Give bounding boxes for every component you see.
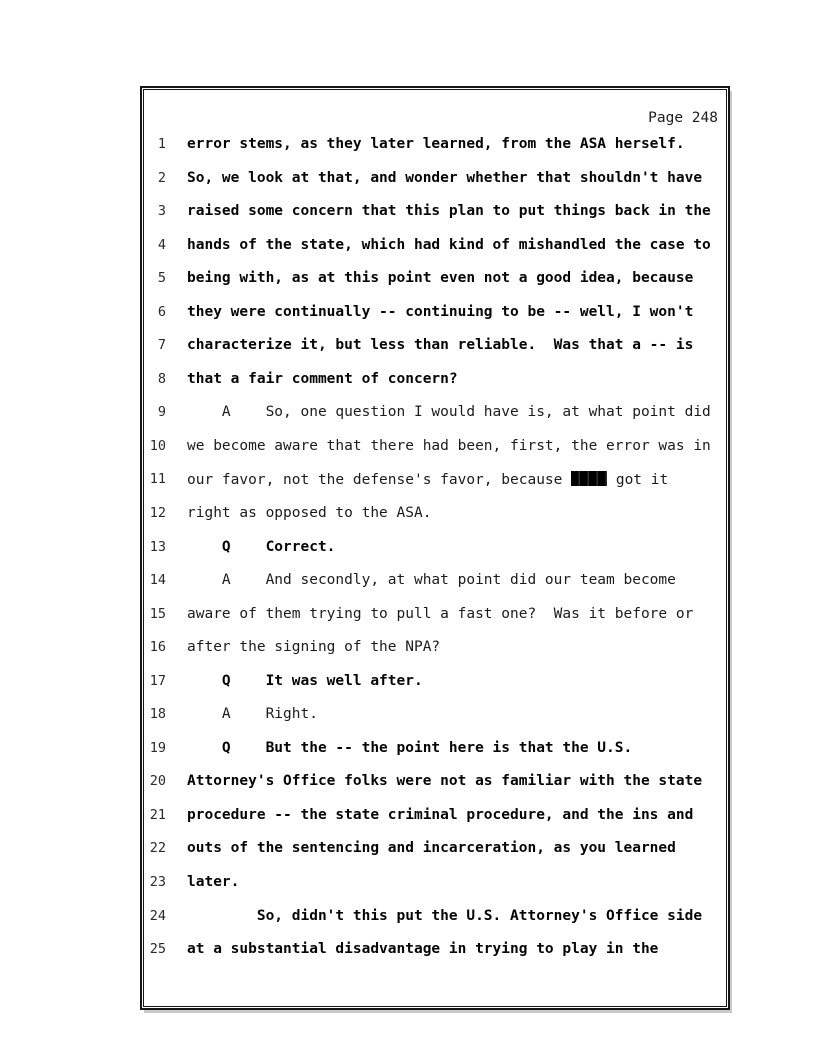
transcript-line [144,807,726,841]
line-text: Q But the -- the point here is that the U.S. [187,739,633,756]
line-text: A So, one question I would have is, at what point did [187,404,711,421]
transcript-line [144,471,726,505]
line-number: 12 [149,505,166,522]
line-number: 9 [157,404,166,421]
transcript-line [144,773,726,807]
line-number: 6 [157,303,166,320]
line-number: 16 [149,639,166,656]
line-number: 10 [149,437,166,454]
transcript-line [144,170,726,204]
line-text: So, we look at that, and wonder whether that shouldn't have [187,169,703,186]
transcript-line [144,941,726,975]
line-text: after the signing of the NPA? [187,639,441,656]
line-number: 21 [149,806,166,823]
line-number: 23 [149,874,166,891]
transcript-line [144,673,726,707]
line-text: error stems, as they later learned, from the ASA herself. [187,136,685,152]
transcript-line [144,606,726,640]
transcript-line [144,237,726,271]
line-number: 19 [149,739,166,756]
line-number: 13 [149,538,166,555]
line-number: 15 [149,605,166,622]
transcript-line [144,539,726,573]
line-number: 14 [149,572,166,589]
transcript-line [144,874,726,908]
line-text: Q Correct. [187,538,336,555]
transcript-line [144,304,726,338]
line-number: 22 [149,840,166,857]
transcript-line [144,740,726,774]
transcript-line [144,639,726,673]
transcript-lines [144,136,726,975]
transcript-line [144,840,726,874]
line-text: A Right. [187,706,318,723]
line-text: they were continually -- continuing to be -- well, I won't [187,303,694,320]
redaction-box [571,471,607,486]
line-text: we become aware that there had been, first, the error was in [187,437,711,454]
line-text: at a substantial disadvantage in trying to play in the [187,941,659,958]
page-frame [140,86,730,1010]
line-text: our favor, not the defense's favor, because got it [187,472,669,489]
transcript-line [144,908,726,942]
transcript-line [144,706,726,740]
line-number: 24 [149,907,166,924]
line-number: 20 [149,773,166,790]
line-text: raised some concern that this plan to put things back in the [187,203,711,220]
line-number: 3 [157,203,166,220]
line-number: 7 [157,337,166,354]
line-text: Attorney's Office folks were not as familiar with the state [187,773,703,790]
page-number-label: Page 248 [648,110,718,126]
line-text: hands of the state, which had kind of mishandled the case to [187,236,711,253]
line-text: A And secondly, at what point did our team become [187,572,676,589]
line-text: right as opposed to the ASA. [187,505,432,522]
line-number: 1 [157,136,166,152]
line-text: being with, as at this point even not a good idea, because [187,270,694,287]
line-text: outs of the sentencing and incarceration, as you learned [187,840,676,857]
line-number: 25 [149,941,166,958]
line-text: Q It was well after. [187,672,423,689]
line-text: So, didn't this put the U.S. Attorney's Office side [187,907,703,924]
transcript-line [144,203,726,237]
line-text: aware of them trying to pull a fast one? Was it before or [187,605,694,622]
line-number: 4 [157,236,166,253]
line-number: 5 [157,270,166,287]
transcript-line [144,404,726,438]
transcript-line [144,337,726,371]
transcript-line [144,371,726,405]
line-number: 2 [157,169,166,186]
line-text: characterize it, but less than reliable. Was that a -- is [187,337,694,354]
transcript-line [144,572,726,606]
line-text: later. [187,874,240,891]
transcript-line [144,505,726,539]
transcript-line [144,270,726,304]
line-number: 11 [149,471,166,488]
line-text: that a fair comment of concern? [187,370,458,387]
line-number: 18 [149,706,166,723]
line-number: 17 [149,672,166,689]
line-number: 8 [157,370,166,387]
transcript-line [144,438,726,472]
line-text: procedure -- the state criminal procedure, and the ins and [187,806,694,823]
transcript-line [144,136,726,170]
